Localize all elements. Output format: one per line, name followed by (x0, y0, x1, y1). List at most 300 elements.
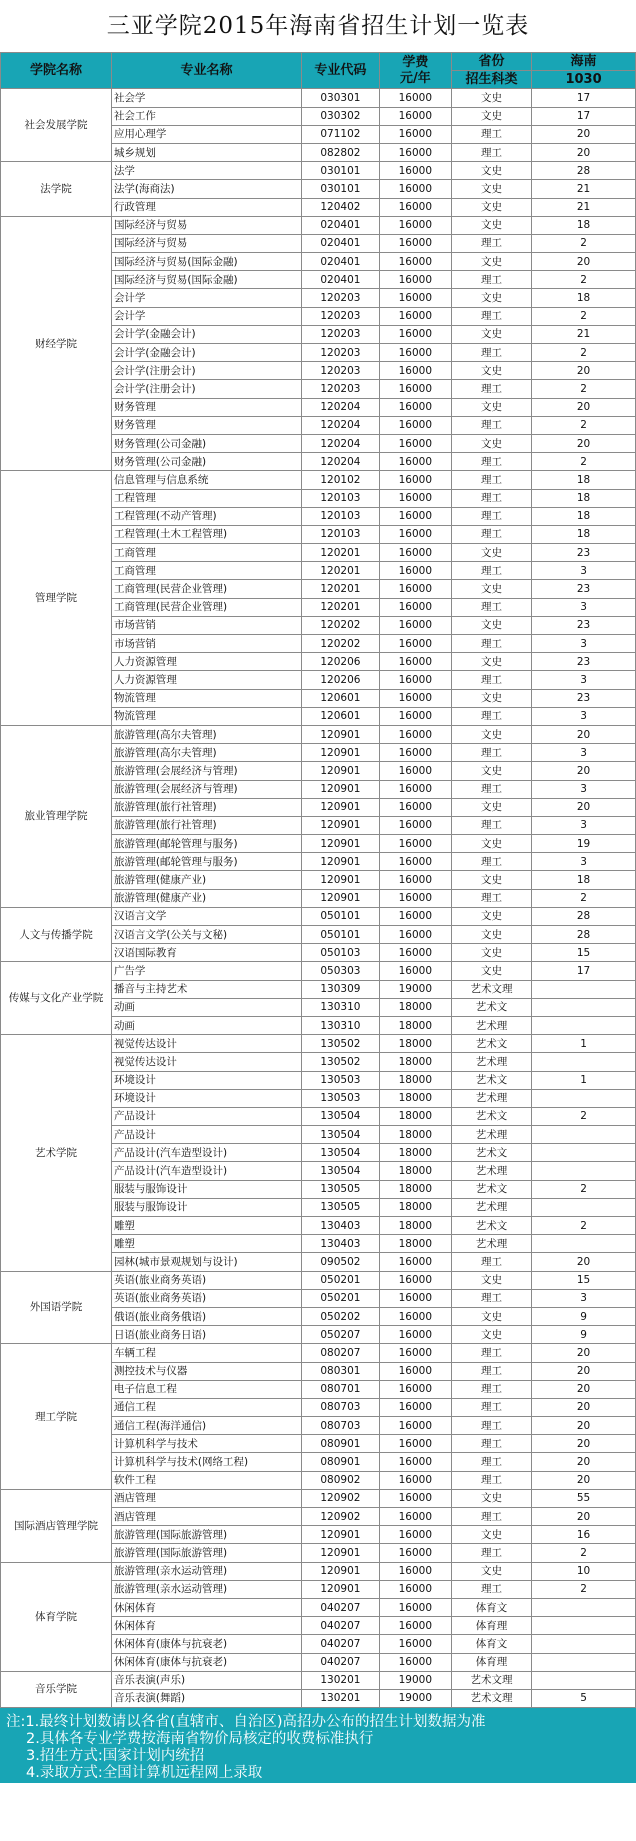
tuition-fee: 16000 (379, 1653, 451, 1671)
plan-count: 20 (532, 1508, 636, 1526)
enroll-category: 文史 (451, 580, 531, 598)
tuition-fee: 18000 (379, 1035, 451, 1053)
major-name: 人力资源管理 (111, 653, 301, 671)
plan-count: 3 (532, 635, 636, 653)
enroll-category: 文史 (451, 162, 531, 180)
plan-count: 15 (532, 944, 636, 962)
tuition-fee: 16000 (379, 234, 451, 252)
enroll-category: 理工 (451, 380, 531, 398)
major-name: 旅游管理(亲水运动管理) (111, 1580, 301, 1598)
enroll-category: 文史 (451, 798, 531, 816)
major-name: 信息管理与信息系统 (111, 471, 301, 489)
enroll-category: 文史 (451, 926, 531, 944)
enroll-category: 文史 (451, 689, 531, 707)
major-code: 130503 (301, 1071, 379, 1089)
major-code: 120201 (301, 598, 379, 616)
enroll-category: 理工 (451, 1508, 531, 1526)
enroll-category: 理工 (451, 816, 531, 834)
major-name: 旅游管理(国际旅游管理) (111, 1544, 301, 1562)
major-name: 软件工程 (111, 1471, 301, 1489)
major-name: 财务管理(公司金融) (111, 434, 301, 452)
table-row (1, 962, 636, 980)
major-name: 旅游管理(高尔夫管理) (111, 744, 301, 762)
enroll-category: 理工 (451, 525, 531, 543)
tuition-fee: 16000 (379, 1307, 451, 1325)
tuition-fee: 16000 (379, 1617, 451, 1635)
major-code: 120902 (301, 1489, 379, 1507)
major-code: 120901 (301, 725, 379, 743)
major-code: 030101 (301, 180, 379, 198)
enroll-category: 理工 (451, 125, 531, 143)
plan-count: 21 (532, 180, 636, 198)
plan-count: 10 (532, 1562, 636, 1580)
major-name: 产品设计(汽车造型设计) (111, 1162, 301, 1180)
school-name: 财经学院 (1, 216, 112, 471)
enroll-category: 文史 (451, 107, 531, 125)
tuition-fee: 18000 (379, 1144, 451, 1162)
major-name: 旅游管理(亲水运动管理) (111, 1562, 301, 1580)
plan-count: 20 (532, 798, 636, 816)
major-name: 广告学 (111, 962, 301, 980)
plan-count (532, 1053, 636, 1071)
tuition-fee: 16000 (379, 1398, 451, 1416)
major-name: 会计学(金融会计) (111, 344, 301, 362)
table-row (1, 1271, 636, 1289)
enroll-category: 文史 (451, 180, 531, 198)
header-fee: 学费 元/年 (379, 53, 451, 89)
plan-count: 20 (532, 762, 636, 780)
major-code: 130504 (301, 1107, 379, 1125)
enroll-category: 文史 (451, 325, 531, 343)
plan-count: 2 (532, 344, 636, 362)
enroll-category: 理工 (451, 489, 531, 507)
major-code: 050101 (301, 926, 379, 944)
tuition-fee: 16000 (379, 580, 451, 598)
major-name: 国际经济与贸易(国际金融) (111, 271, 301, 289)
tuition-fee: 16000 (379, 271, 451, 289)
tuition-fee: 16000 (379, 1635, 451, 1653)
plan-count: 18 (532, 507, 636, 525)
major-name: 休闲体育 (111, 1617, 301, 1635)
major-name: 财务管理 (111, 398, 301, 416)
enroll-category: 体育理 (451, 1653, 531, 1671)
major-name: 工程管理(不动产管理) (111, 507, 301, 525)
school-name: 管理学院 (1, 471, 112, 726)
major-name: 社会工作 (111, 107, 301, 125)
enroll-category: 艺术理 (451, 1162, 531, 1180)
major-code: 040207 (301, 1635, 379, 1653)
major-code: 050303 (301, 962, 379, 980)
major-code: 050103 (301, 944, 379, 962)
tuition-fee: 16000 (379, 1344, 451, 1362)
major-code: 120901 (301, 798, 379, 816)
enroll-category: 理工 (451, 889, 531, 907)
major-code: 030302 (301, 107, 379, 125)
major-code: 120901 (301, 853, 379, 871)
major-code: 120203 (301, 325, 379, 343)
major-name: 应用心理学 (111, 125, 301, 143)
major-code: 080703 (301, 1417, 379, 1435)
major-name: 动画 (111, 998, 301, 1016)
plan-count: 18 (532, 871, 636, 889)
plan-count: 2 (532, 1180, 636, 1198)
plan-count: 28 (532, 907, 636, 925)
major-code: 071102 (301, 125, 379, 143)
plan-count: 15 (532, 1271, 636, 1289)
tuition-fee: 18000 (379, 1180, 451, 1198)
plan-count: 3 (532, 744, 636, 762)
enroll-category: 理工 (451, 234, 531, 252)
major-name: 旅游管理(邮轮管理与服务) (111, 835, 301, 853)
table-row (1, 1344, 636, 1362)
major-code: 130502 (301, 1035, 379, 1053)
tuition-fee: 16000 (379, 416, 451, 434)
tuition-fee: 16000 (379, 871, 451, 889)
plan-count: 20 (532, 1344, 636, 1362)
tuition-fee: 16000 (379, 471, 451, 489)
major-code: 080901 (301, 1435, 379, 1453)
enroll-category: 理工 (451, 271, 531, 289)
enroll-category: 艺术文 (451, 1217, 531, 1235)
plan-count: 20 (532, 362, 636, 380)
major-code: 130309 (301, 980, 379, 998)
enroll-category: 文史 (451, 289, 531, 307)
major-code: 120103 (301, 525, 379, 543)
tuition-fee: 19000 (379, 1689, 451, 1707)
major-code: 130403 (301, 1235, 379, 1253)
header-total: 1030 (532, 71, 636, 89)
major-code: 120204 (301, 398, 379, 416)
plan-count: 2 (532, 380, 636, 398)
plan-count (532, 1671, 636, 1689)
major-name: 播音与主持艺术 (111, 980, 301, 998)
major-code: 020401 (301, 271, 379, 289)
tuition-fee: 16000 (379, 289, 451, 307)
enroll-category: 理工 (451, 1344, 531, 1362)
plan-count: 2 (532, 234, 636, 252)
tuition-fee: 16000 (379, 398, 451, 416)
enroll-category: 理工 (451, 744, 531, 762)
tuition-fee: 16000 (379, 143, 451, 161)
tuition-fee: 18000 (379, 1107, 451, 1125)
tuition-fee: 16000 (379, 744, 451, 762)
school-name: 国际酒店管理学院 (1, 1489, 112, 1562)
major-name: 财务管理(公司金融) (111, 453, 301, 471)
plan-count: 2 (532, 453, 636, 471)
enroll-category: 文史 (451, 1307, 531, 1325)
tuition-fee: 16000 (379, 780, 451, 798)
major-name: 旅游管理(国际旅游管理) (111, 1526, 301, 1544)
major-name: 市场营销 (111, 616, 301, 634)
major-name: 音乐表演(声乐) (111, 1671, 301, 1689)
plan-count: 5 (532, 1689, 636, 1707)
major-name: 产品设计(汽车造型设计) (111, 1144, 301, 1162)
school-name: 法学院 (1, 162, 112, 217)
major-name: 汉语言文学 (111, 907, 301, 925)
header-region: 海南 (532, 53, 636, 71)
major-name: 工商管理 (111, 562, 301, 580)
plan-count: 23 (532, 653, 636, 671)
enroll-category: 理工 (451, 598, 531, 616)
major-name: 工程管理(土木工程管理) (111, 525, 301, 543)
major-code: 120901 (301, 780, 379, 798)
major-name: 会计学(金融会计) (111, 325, 301, 343)
enroll-category: 理工 (451, 1417, 531, 1435)
enroll-category: 理工 (451, 1398, 531, 1416)
enroll-category: 文史 (451, 1326, 531, 1344)
major-code: 130503 (301, 1089, 379, 1107)
table-row (1, 1489, 636, 1507)
tuition-fee: 16000 (379, 180, 451, 198)
major-code: 020401 (301, 253, 379, 271)
plan-count: 17 (532, 107, 636, 125)
enroll-category: 理工 (451, 635, 531, 653)
enroll-category: 文史 (451, 871, 531, 889)
plan-count: 20 (532, 143, 636, 161)
major-name: 社会学 (111, 89, 301, 107)
major-code: 040207 (301, 1653, 379, 1671)
tuition-fee: 16000 (379, 835, 451, 853)
major-name: 国际经济与贸易(国际金融) (111, 253, 301, 271)
tuition-fee: 16000 (379, 489, 451, 507)
major-code: 050201 (301, 1289, 379, 1307)
major-name: 计算机科学与技术(网络工程) (111, 1453, 301, 1471)
plan-count (532, 998, 636, 1016)
tuition-fee: 16000 (379, 1598, 451, 1616)
plan-count (532, 1617, 636, 1635)
major-name: 市场营销 (111, 635, 301, 653)
major-name: 法学 (111, 162, 301, 180)
header-province: 省份 (451, 53, 531, 71)
enroll-category: 艺术理 (451, 1126, 531, 1144)
tuition-fee: 16000 (379, 816, 451, 834)
major-code: 080901 (301, 1453, 379, 1471)
major-name: 人力资源管理 (111, 671, 301, 689)
table-row (1, 1671, 636, 1689)
note-line: 4.录取方式:全国计算机远程网上录取 (26, 1765, 263, 1782)
table-row (1, 1035, 636, 1053)
notes-section (0, 1708, 636, 1783)
major-name: 产品设计 (111, 1107, 301, 1125)
major-code: 120206 (301, 671, 379, 689)
tuition-fee: 16000 (379, 1544, 451, 1562)
tuition-fee: 16000 (379, 562, 451, 580)
tuition-fee: 16000 (379, 707, 451, 725)
major-code: 130502 (301, 1053, 379, 1071)
tuition-fee: 16000 (379, 1489, 451, 1507)
plan-count: 3 (532, 853, 636, 871)
plan-count: 28 (532, 162, 636, 180)
tuition-fee: 16000 (379, 434, 451, 452)
major-name: 物流管理 (111, 689, 301, 707)
enroll-category: 艺术理 (451, 1198, 531, 1216)
major-name: 计算机科学与技术 (111, 1435, 301, 1453)
major-code: 120103 (301, 489, 379, 507)
major-code: 130201 (301, 1689, 379, 1707)
tuition-fee: 16000 (379, 962, 451, 980)
tuition-fee: 16000 (379, 1562, 451, 1580)
plan-count: 28 (532, 926, 636, 944)
major-name: 旅游管理(高尔夫管理) (111, 725, 301, 743)
major-name: 旅游管理(邮轮管理与服务) (111, 853, 301, 871)
major-code: 120203 (301, 307, 379, 325)
plan-count: 23 (532, 616, 636, 634)
major-name: 汉语言文学(公关与文秘) (111, 926, 301, 944)
plan-count: 16 (532, 1526, 636, 1544)
enroll-category: 理工 (451, 1435, 531, 1453)
plan-count (532, 1635, 636, 1653)
tuition-fee: 19000 (379, 1671, 451, 1689)
major-name: 服装与服饰设计 (111, 1180, 301, 1198)
tuition-fee: 18000 (379, 1089, 451, 1107)
enroll-category: 文史 (451, 253, 531, 271)
school-name: 体育学院 (1, 1562, 112, 1671)
table-row (1, 471, 636, 489)
plan-count: 20 (532, 1380, 636, 1398)
major-name: 酒店管理 (111, 1508, 301, 1526)
major-name: 通信工程 (111, 1398, 301, 1416)
tuition-fee: 18000 (379, 1053, 451, 1071)
header-major: 专业名称 (111, 53, 301, 89)
major-name: 工程管理 (111, 489, 301, 507)
major-code: 120103 (301, 507, 379, 525)
plan-count: 1 (532, 1035, 636, 1053)
table-row (1, 725, 636, 743)
enroll-category: 体育文 (451, 1635, 531, 1653)
school-name: 外国语学院 (1, 1271, 112, 1344)
enroll-category: 艺术理 (451, 1053, 531, 1071)
table-row (1, 89, 636, 107)
major-code: 090502 (301, 1253, 379, 1271)
plan-count: 1 (532, 1071, 636, 1089)
tuition-fee: 16000 (379, 1326, 451, 1344)
major-name: 国际经济与贸易 (111, 216, 301, 234)
tuition-fee: 18000 (379, 1071, 451, 1089)
enroll-category: 文史 (451, 944, 531, 962)
major-name: 酒店管理 (111, 1489, 301, 1507)
plan-count: 20 (532, 253, 636, 271)
major-name: 产品设计 (111, 1126, 301, 1144)
major-code: 120902 (301, 1508, 379, 1526)
major-code: 120901 (301, 1580, 379, 1598)
tuition-fee: 18000 (379, 1162, 451, 1180)
enroll-category: 文史 (451, 89, 531, 107)
enroll-category: 理工 (451, 1362, 531, 1380)
major-code: 120203 (301, 289, 379, 307)
school-name: 音乐学院 (1, 1671, 112, 1707)
plan-count (532, 1126, 636, 1144)
enroll-category: 文史 (451, 616, 531, 634)
tuition-fee: 16000 (379, 1417, 451, 1435)
plan-count: 20 (532, 1362, 636, 1380)
plan-count: 20 (532, 1471, 636, 1489)
enroll-category: 理工 (451, 1453, 531, 1471)
major-code: 120901 (301, 762, 379, 780)
tuition-fee: 16000 (379, 616, 451, 634)
enroll-category: 体育文 (451, 1598, 531, 1616)
enroll-category: 理工 (451, 471, 531, 489)
enroll-category: 理工 (451, 1471, 531, 1489)
plan-count: 23 (532, 544, 636, 562)
school-name: 理工学院 (1, 1344, 112, 1490)
tuition-fee: 18000 (379, 1198, 451, 1216)
tuition-fee: 16000 (379, 1453, 451, 1471)
enroll-category: 理工 (451, 453, 531, 471)
plan-count (532, 980, 636, 998)
tuition-fee: 19000 (379, 980, 451, 998)
enroll-category: 文史 (451, 725, 531, 743)
enroll-category: 文史 (451, 1489, 531, 1507)
plan-count: 2 (532, 889, 636, 907)
enroll-category: 理工 (451, 1253, 531, 1271)
major-code: 120901 (301, 1526, 379, 1544)
major-name: 财务管理 (111, 416, 301, 434)
major-code: 120402 (301, 198, 379, 216)
note-line: 2.具体各专业学费按海南省物价局核定的收费标准执行 (26, 1731, 374, 1748)
school-name: 传媒与文化产业学院 (1, 962, 112, 1035)
enroll-category: 理工 (451, 853, 531, 871)
major-name: 国际经济与贸易 (111, 234, 301, 252)
plan-count: 23 (532, 580, 636, 598)
enroll-category: 理工 (451, 143, 531, 161)
major-code: 080703 (301, 1398, 379, 1416)
plan-count: 17 (532, 89, 636, 107)
tuition-fee: 16000 (379, 162, 451, 180)
plan-count: 2 (532, 416, 636, 434)
major-name: 汉语国际教育 (111, 944, 301, 962)
major-code: 120601 (301, 689, 379, 707)
major-code: 120204 (301, 434, 379, 452)
enroll-category: 文史 (451, 544, 531, 562)
enroll-category: 文史 (451, 653, 531, 671)
major-name: 通信工程(海洋通信) (111, 1417, 301, 1435)
enroll-category: 理工 (451, 507, 531, 525)
major-code: 050201 (301, 1271, 379, 1289)
major-code: 120203 (301, 362, 379, 380)
tuition-fee: 16000 (379, 380, 451, 398)
major-code: 040207 (301, 1598, 379, 1616)
major-name: 音乐表演(舞蹈) (111, 1689, 301, 1707)
tuition-fee: 16000 (379, 325, 451, 343)
enroll-category: 体育理 (451, 1617, 531, 1635)
header-code: 专业代码 (301, 53, 379, 89)
enroll-category: 理工 (451, 344, 531, 362)
enroll-category: 理工 (451, 780, 531, 798)
enroll-category: 艺术文 (451, 1107, 531, 1125)
table-row (1, 216, 636, 234)
enroll-category: 艺术理 (451, 1235, 531, 1253)
plan-count: 3 (532, 671, 636, 689)
tuition-fee: 16000 (379, 1580, 451, 1598)
plan-count (532, 1653, 636, 1671)
enroll-category: 文史 (451, 762, 531, 780)
tuition-fee: 16000 (379, 89, 451, 107)
enroll-category: 文史 (451, 198, 531, 216)
plan-count (532, 1016, 636, 1034)
tuition-fee: 16000 (379, 1526, 451, 1544)
plan-count: 55 (532, 1489, 636, 1507)
major-name: 行政管理 (111, 198, 301, 216)
tuition-fee: 18000 (379, 1235, 451, 1253)
major-name: 工商管理 (111, 544, 301, 562)
major-name: 电子信息工程 (111, 1380, 301, 1398)
major-name: 视觉传达设计 (111, 1053, 301, 1071)
note-line: 注:1.最终计划数请以各省(直辖市、自治区)高招办公布的招生计划数据为准 (6, 1714, 486, 1731)
major-name: 旅游管理(旅行社管理) (111, 816, 301, 834)
tuition-fee: 16000 (379, 307, 451, 325)
tuition-fee: 16000 (379, 544, 451, 562)
major-name: 城乡规划 (111, 143, 301, 161)
